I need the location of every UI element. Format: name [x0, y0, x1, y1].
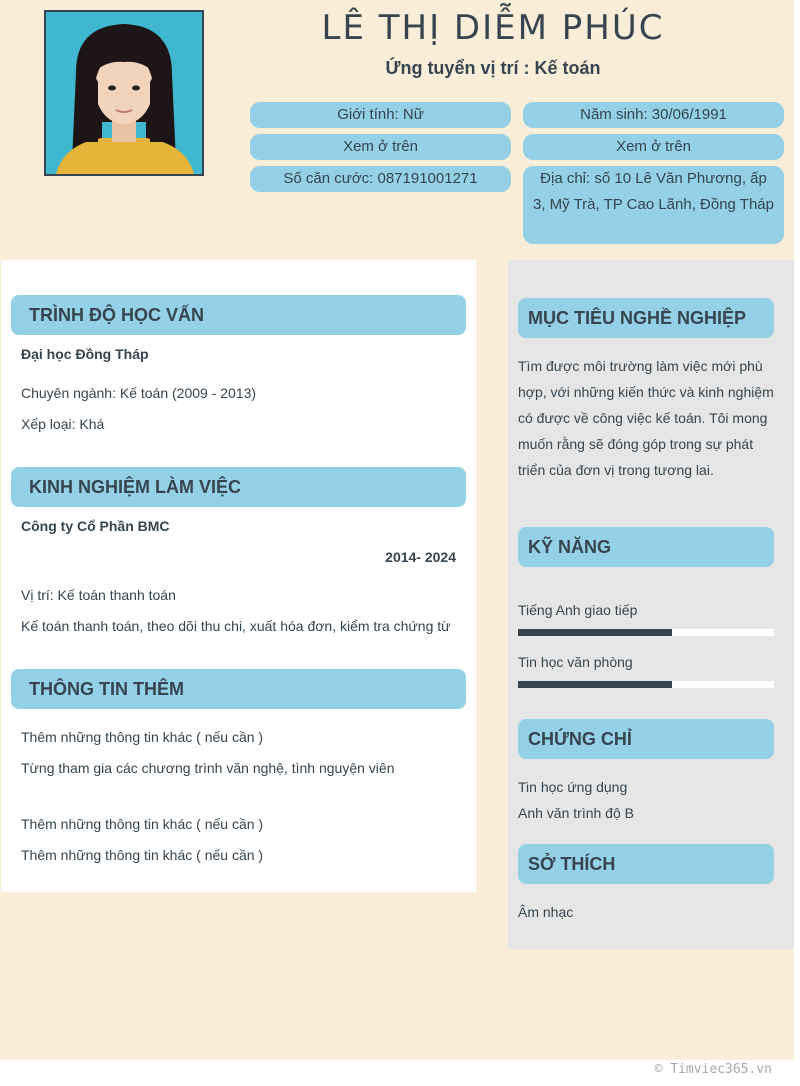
experience-role: Vị trí: Kế toán thanh toán	[21, 587, 176, 603]
address-pill: Địa chỉ: số 10 Lê Văn Phương, ấp 3, Mỹ Trà, TP Cao Lãnh, Đồng Tháp	[523, 166, 784, 244]
education-grade: Xếp loại: Khá	[21, 416, 105, 432]
education-heading: TRÌNH ĐỘ HỌC VẤN	[11, 295, 466, 335]
birth-pill: Năm sinh: 30/06/1991	[523, 102, 784, 128]
skill-name: Tiếng Anh giao tiếp	[518, 602, 638, 618]
skill-bar	[518, 681, 774, 688]
experience-description: Kế toán thanh toán, theo dõi thu chi, xuất hóa đơn, kiểm tra chứng từ	[21, 618, 451, 634]
certificate-item: Anh văn trình độ B	[518, 805, 634, 821]
additional-heading: THÔNG TIN THÊM	[11, 669, 466, 709]
hobbies-heading: SỞ THÍCH	[518, 844, 774, 884]
id-card-pill: Số căn cước: 087191001271	[250, 166, 511, 192]
email-pill: Xem ở trên	[523, 134, 784, 160]
skill-bar-fill	[518, 681, 672, 688]
applied-position: Ứng tuyển vị trí : Kế toán	[385, 58, 601, 78]
portrait-icon	[46, 12, 202, 174]
watermark: © Timviec365.vn	[654, 1062, 772, 1077]
portrait-photo	[44, 10, 204, 176]
hobby-item: Âm nhạc	[518, 904, 574, 920]
additional-item: Thêm những thông tin khác ( nếu cần )	[21, 729, 264, 745]
objective-text: Tìm được môi trường làm việc mới phù hợp, với những kiến thức và kinh nghiệm có được về công việc kế toán. Tôi mong muốn rằng sẽ đóng góp trong sự phát triển của đơn vị trong tương lai.	[518, 358, 774, 478]
skill-name: Tin học văn phòng	[518, 654, 633, 670]
experience-company: Công ty Cổ Phần BMC	[21, 518, 170, 534]
additional-item: Từng tham gia các chương trình văn nghệ, tình nguyện viên	[21, 760, 395, 776]
candidate-name: LÊ THỊ DIỄM PHÚC	[321, 8, 665, 48]
education-school: Đại học Đồng Tháp	[21, 346, 149, 362]
skill-bar-fill	[518, 629, 672, 636]
gender-pill: Giới tính: Nữ	[250, 102, 511, 128]
phone-pill: Xem ở trên	[250, 134, 511, 160]
skill-bar	[518, 629, 774, 636]
experience-heading: KINH NGHIỆM LÀM VIỆC	[11, 467, 466, 507]
education-major: Chuyên ngành: Kế toán (2009 - 2013)	[21, 385, 257, 401]
additional-item: Thêm những thông tin khác ( nếu cần )	[21, 816, 264, 832]
right-column	[508, 260, 794, 949]
certificates-heading: CHỨNG CHỈ	[518, 719, 774, 759]
additional-item: Thêm những thông tin khác ( nếu cần )	[21, 847, 264, 863]
left-column	[1, 260, 476, 892]
objective-heading: MỤC TIÊU NGHỀ NGHIỆP	[518, 298, 774, 338]
skills-heading: KỸ NĂNG	[518, 527, 774, 567]
experience-period: 2014- 2024	[385, 549, 456, 565]
certificate-item: Tin học ứng dụng	[518, 779, 628, 795]
